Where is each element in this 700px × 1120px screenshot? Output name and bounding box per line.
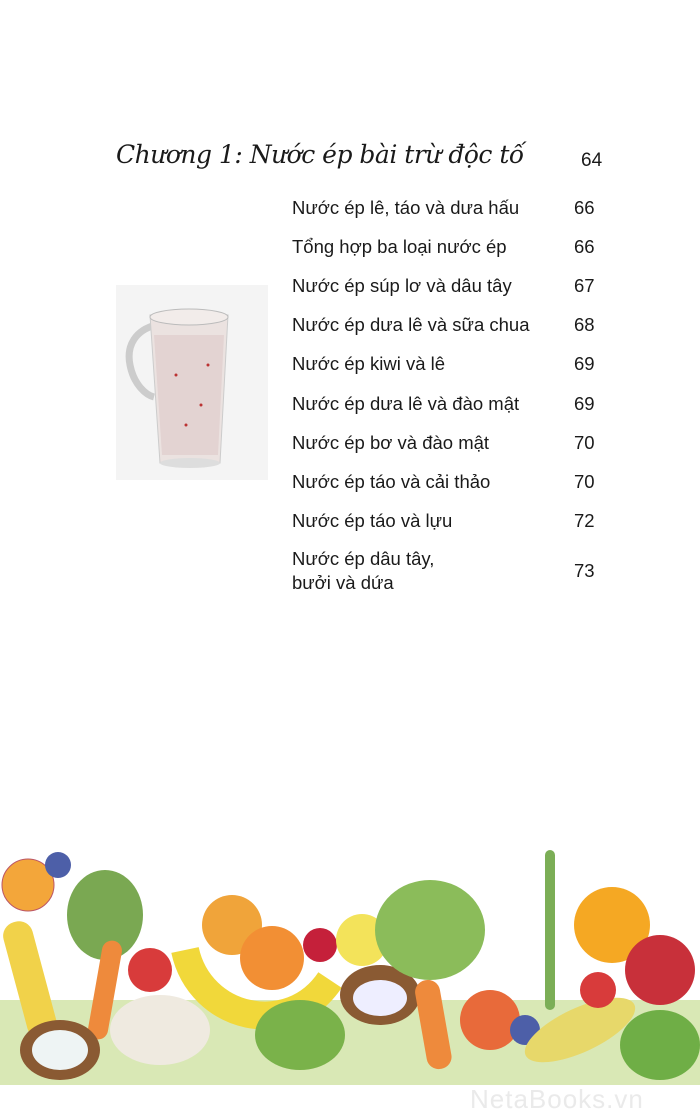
toc-entry-title: Nước ép lê, táo và dưa hấu <box>292 196 520 218</box>
smoothie-glass-photo <box>116 285 268 480</box>
toc-entry[interactable] <box>292 266 612 305</box>
toc-entry[interactable] <box>292 188 612 227</box>
toc-entry-title-line2: bưởi và dứa <box>292 571 394 593</box>
toc-entry[interactable] <box>292 462 612 501</box>
toc-entry-title <box>292 547 434 595</box>
toc-entry-title: Nước ép táo và cải thảo <box>292 470 491 492</box>
watermark-logo: NetaBooks.vn <box>470 1084 644 1114</box>
toc-entry-title: Nước ép bơ và đào mật <box>292 431 490 453</box>
toc-entry-page: 66 <box>574 235 595 257</box>
toc-entry-title-line1: Nước ép dâu tây, <box>292 547 435 569</box>
toc-entry-page: 66 <box>574 196 595 218</box>
chapter-title: Chương 1: Nước ép bài trừ độc tố <box>116 140 524 169</box>
toc-entry[interactable] <box>292 384 612 423</box>
toc-entry-title: Nước ép dưa lê và sữa chua <box>292 314 530 336</box>
toc-entry-page: 69 <box>574 392 595 414</box>
toc-entry-page: 73 <box>574 559 595 581</box>
table-of-contents <box>292 188 612 599</box>
toc-entry-title: Nước ép dưa lê và đào mật <box>292 392 520 414</box>
toc-entry-page: 70 <box>574 470 595 492</box>
toc-entry-page: 72 <box>574 510 595 532</box>
toc-entry-page: 69 <box>574 353 595 375</box>
toc-entry[interactable] <box>292 227 612 266</box>
toc-entry-page: 67 <box>574 274 595 296</box>
fruit-vegetable-illustration <box>0 830 700 1090</box>
toc-entry-title: Nước ép táo và lựu <box>292 510 453 532</box>
toc-entry[interactable] <box>292 345 612 384</box>
toc-entry-title: Nước ép súp lơ và dâu tây <box>292 274 512 296</box>
toc-entry-title: Nước ép kiwi và lê <box>292 353 446 375</box>
toc-entry[interactable] <box>292 502 612 541</box>
toc-entry[interactable] <box>292 306 612 345</box>
toc-entry[interactable] <box>292 423 612 462</box>
toc-entry-title: Tổng hợp ba loại nước ép <box>292 235 507 257</box>
toc-entry-page: 68 <box>574 314 595 336</box>
toc-entry[interactable] <box>292 543 612 599</box>
toc-entry-page: 70 <box>574 431 595 453</box>
chapter-page-number: 64 <box>581 150 603 171</box>
